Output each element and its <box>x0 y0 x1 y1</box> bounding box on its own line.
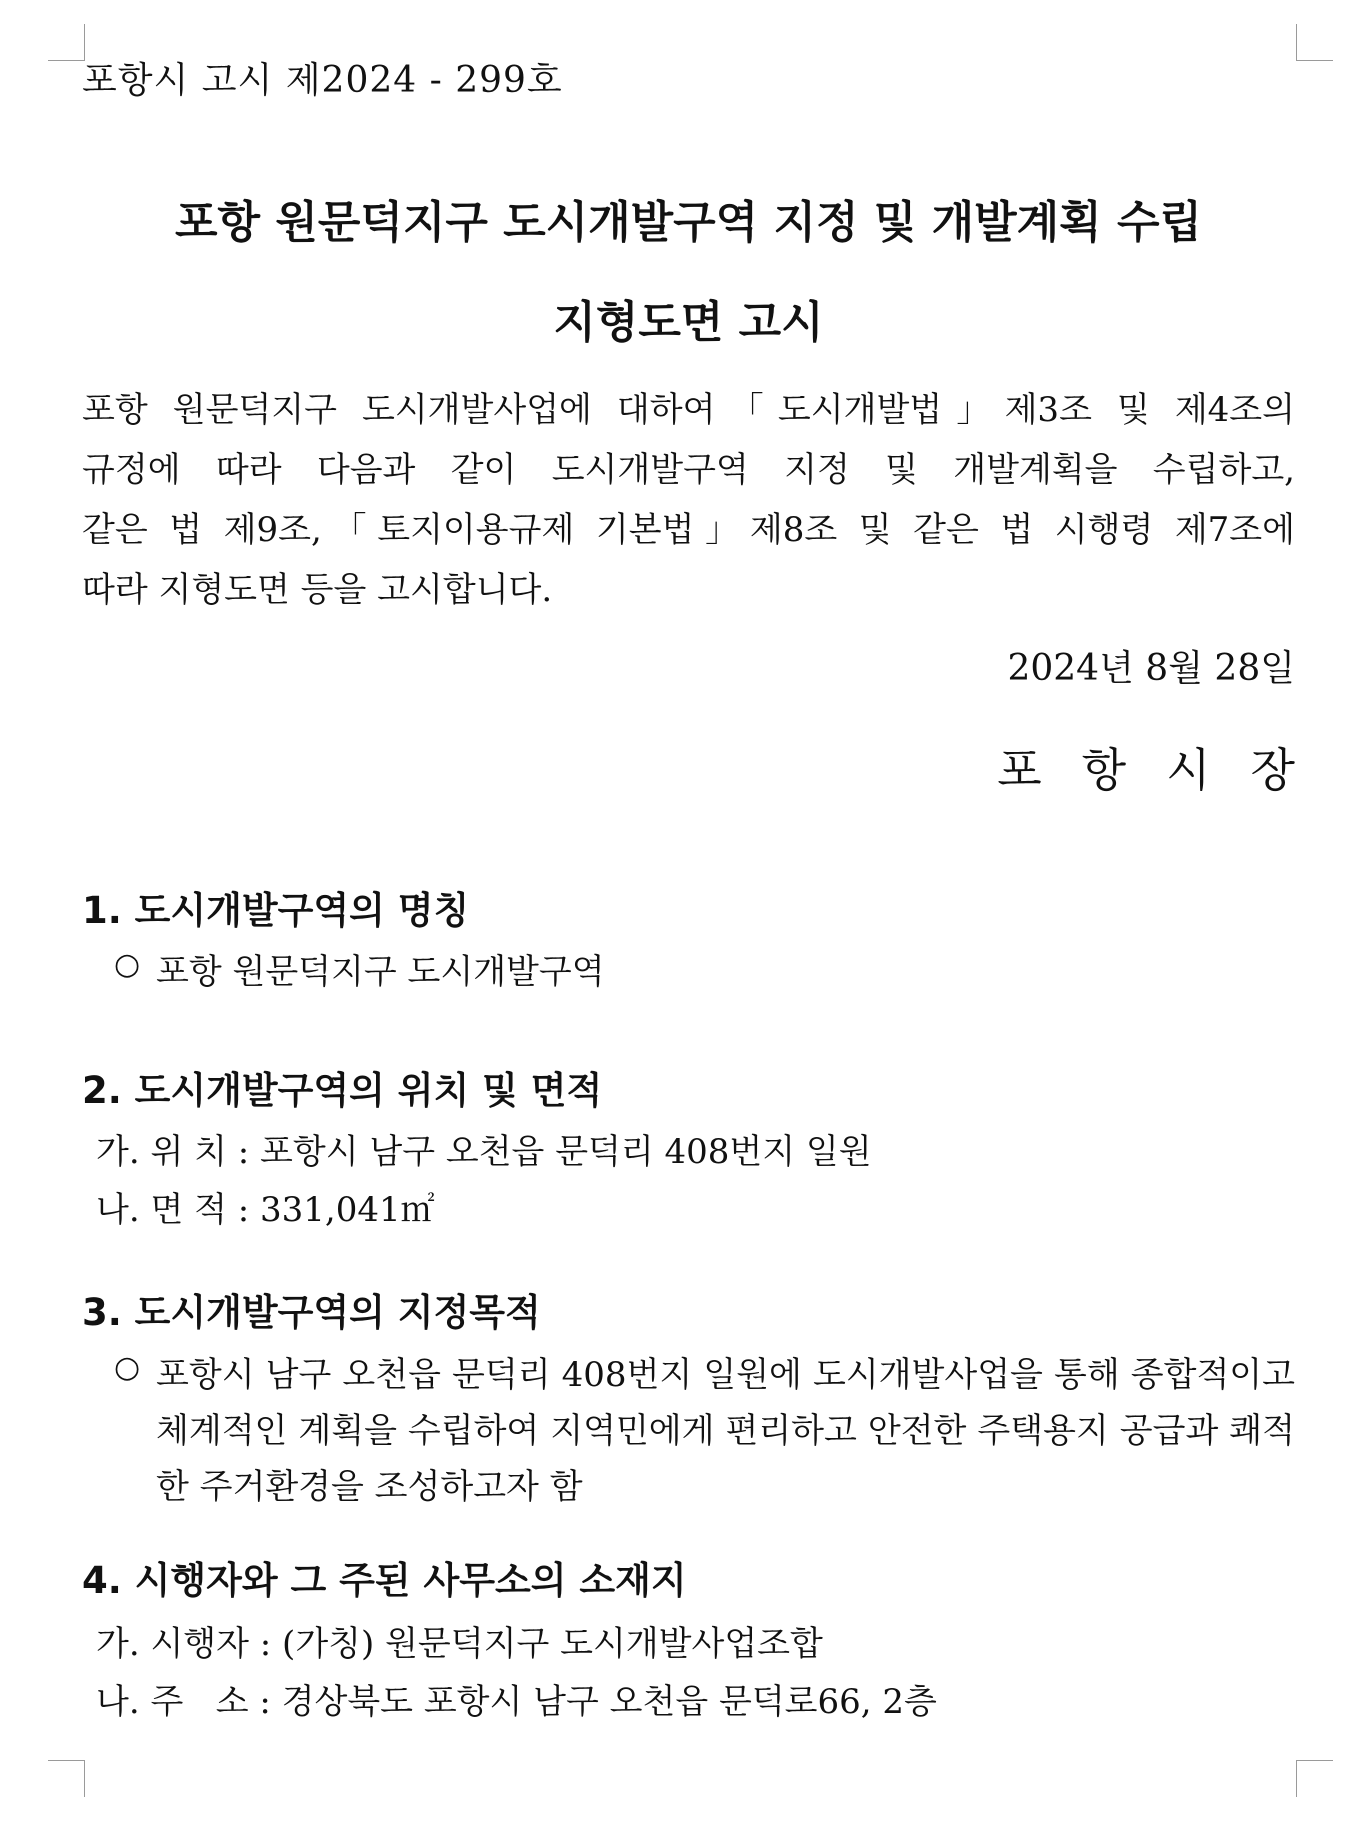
issuer-signature: 포항시장 <box>997 743 1335 797</box>
section-4-address: 나. 주 소 : 경상북도 포항시 남구 오천읍 문덕로66, 2층 <box>96 1682 937 1722</box>
notice-number: 포항시 고시 제2024 - 299호 <box>82 60 563 101</box>
corner-crop-mark-bottom-left <box>48 1760 85 1797</box>
intro-line-2: 규정에 따라 다음과 같이 도시개발구역 지정 및 개발계획을 수립하고, <box>82 450 1295 490</box>
section-4-operator: 가. 시행자 : (가칭) 원문덕지구 도시개발사업조합 <box>96 1624 823 1664</box>
section-2-area: 나. 면 적 : 331,041㎡ <box>96 1190 435 1230</box>
corner-crop-mark-top-left <box>48 24 85 61</box>
section-4-heading: 4. 시행자와 그 주된 사무소의 소재지 <box>82 1559 687 1602</box>
section-1-bullet: ○ <box>114 947 141 982</box>
section-3-line-3: 한 주거환경을 조성하고자 함 <box>156 1467 583 1507</box>
document-title-line-2: 지형도면 고시 <box>553 297 824 348</box>
intro-line-3: 같은 법 제9조,「토지이용규제 기본법」제8조 및 같은 법 시행령 제7조에 <box>82 510 1295 550</box>
corner-crop-mark-top-right <box>1296 24 1333 61</box>
section-3-line-1: 포항시 남구 오천읍 문덕리 408번지 일원에 도시개발사업을 통해 종합적이고 <box>156 1355 1295 1395</box>
corner-crop-mark-bottom-right <box>1296 1760 1333 1797</box>
section-1-item: 포항 원문덕지구 도시개발구역 <box>156 952 605 992</box>
section-2-location: 가. 위 치 : 포항시 남구 오천읍 문덕리 408번지 일원 <box>96 1132 872 1172</box>
section-1-heading: 1. 도시개발구역의 명칭 <box>82 889 470 932</box>
intro-line-4: 따라 지형도면 등을 고시합니다. <box>82 570 553 610</box>
intro-line-1: 포항 원문덕지구 도시개발사업에 대하여「도시개발법」제3조 및 제4조의 <box>82 390 1295 430</box>
document-title-line-1: 포항 원문덕지구 도시개발구역 지정 및 개발계획 수립 <box>175 197 1202 248</box>
notice-date: 2024년 8월 28일 <box>1007 648 1295 689</box>
section-3-line-2: 체계적인 계획을 수립하여 지역민에게 편리하고 안전한 주택용지 공급과 쾌적 <box>156 1411 1295 1451</box>
section-3-heading: 3. 도시개발구역의 지정목적 <box>82 1291 541 1334</box>
section-2-heading: 2. 도시개발구역의 위치 및 면적 <box>82 1069 603 1112</box>
section-3-bullet: ○ <box>114 1350 141 1385</box>
